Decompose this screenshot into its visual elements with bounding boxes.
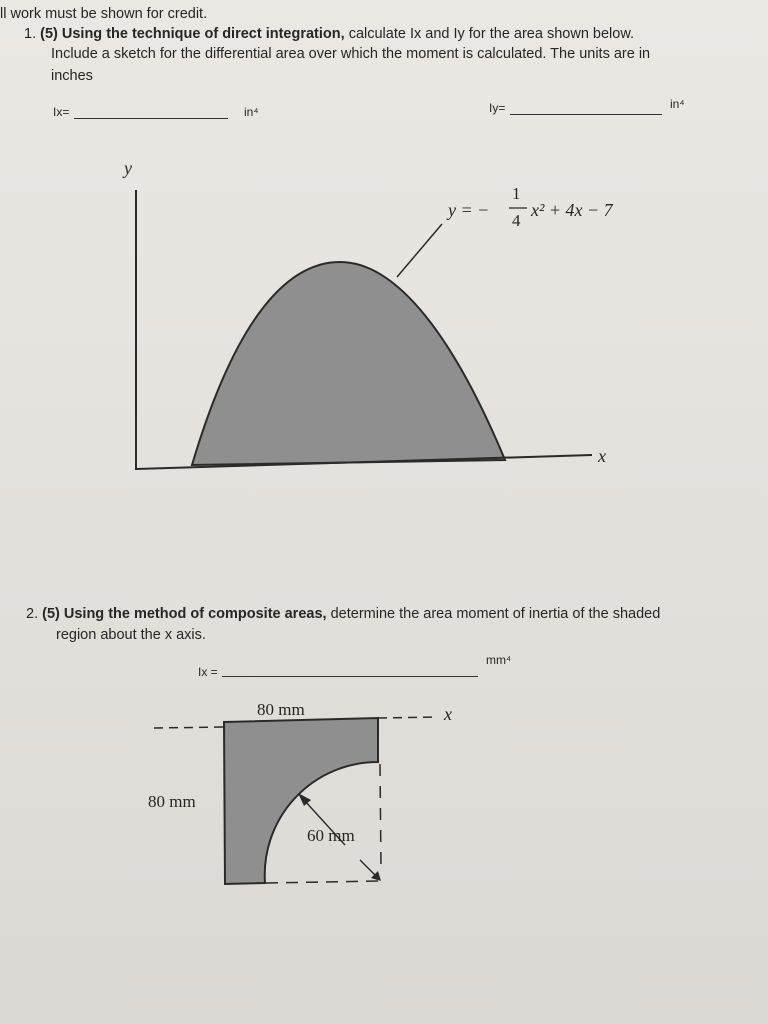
vertical-dashed-edge [380,764,381,870]
problem-2-task: determine the area moment of inertia of the shaded [330,606,661,622]
problem-2-x-axis-label: x [444,704,452,724]
fraction-denominator: 4 [512,211,521,230]
y-axis-label: y [124,158,132,178]
radius-arrow-head [298,793,311,806]
problem-2-points: (5) [42,606,60,622]
problem-2-method: Using the method of composite areas, [63,606,327,622]
problem-1-task: calculate Ix and Iy for the area shown below. [348,26,635,42]
x-axis-dashed-left [154,727,224,728]
radius-dimension-label: 60 mm [307,826,355,845]
iy-unit: in⁴ [670,97,685,111]
problem-1-line-3: inches [51,68,93,84]
problem-2-number: 2. [26,606,39,622]
width-dimension-label: 80 mm [257,700,305,719]
fraction-numerator: 1 [512,184,521,203]
x-axis-dashed-right [378,717,438,718]
problem-2-ix-label: Ix = [198,665,218,679]
bottom-dashed-edge [266,881,380,883]
problem-2-ix-unit: mm⁴ [486,653,512,667]
x-axis-label: x [598,446,606,466]
instructions-header: ll work must be shown for credit. [0,6,208,22]
height-dimension-label: 80 mm [148,792,196,811]
problem-1-method: Using the technique of direct integration, [61,26,345,42]
problem-1-number: 1. [24,26,37,42]
ix-unit: in⁴ [244,105,259,119]
problem-2-line-2: region about the x axis. [56,627,206,643]
composite-shaded-region [224,718,378,884]
problem-1-line-2: Include a sketch for the differential area over which the moment is calculated. The units are in [51,46,651,62]
ix-label: Ix= [53,105,70,119]
iy-label: Iy= [489,101,506,115]
equation-rhs: x² + 4x − 7 [531,200,613,220]
equation-lhs: y = − [448,200,490,220]
problem-1-points: (5) [40,26,58,42]
